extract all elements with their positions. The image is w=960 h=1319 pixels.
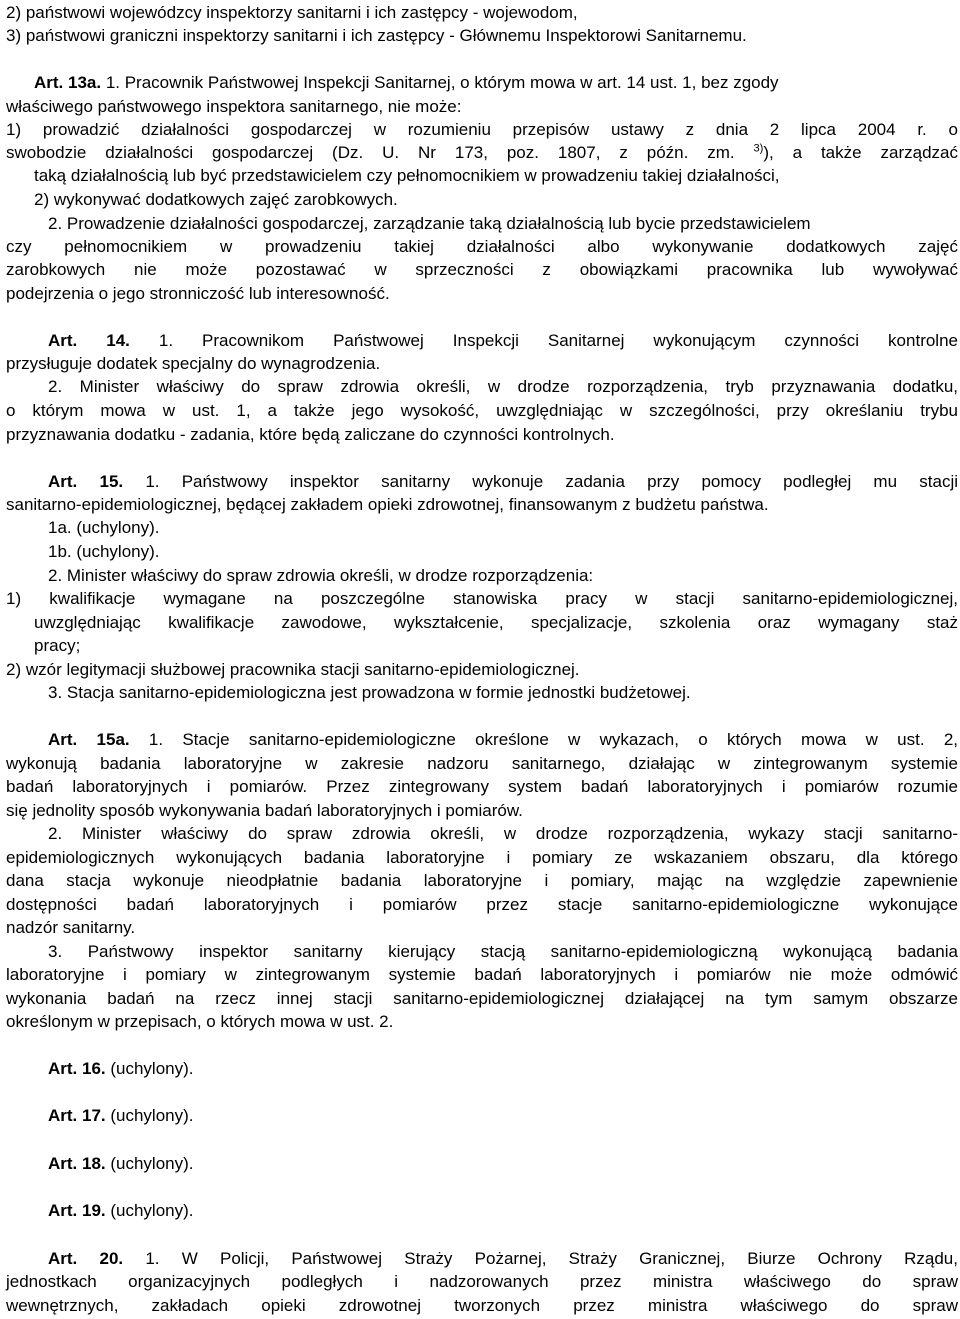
article-number: Art. 18.	[48, 1154, 106, 1173]
text-line: 1) prowadzić działalności gospodarczej w rozumieniu przepisów ustawy z dnia 2 lipca 2004 r. o	[6, 120, 958, 139]
text-line: uwzględniając kwalifikacje zawodowe, wykształcenie, specjalizacje, szkolenia oraz wymagany staż	[34, 613, 958, 632]
text-line: 1. Pracownikom Państwowej Inspekcji Sanitarnej wykonującym czynności kontrolne	[129, 331, 958, 350]
text-line-with-footnote	[6, 141, 958, 164]
text-line: 1) kwalifikacje wymagane na poszczególne stanowiska pracy w stacji sanitarno-epidemiologicznej,	[6, 589, 958, 608]
text-line: 1. Pracownik Państwowej Inspekcji Sanitarnej, o którym mowa w art. 14 ust. 1, bez zgody	[101, 73, 779, 92]
text-line: dana stacja wykonuje nieodpłatnie badania laboratoryjne i pomiary, mając na względzie zapewnienie	[6, 871, 958, 890]
text-line: 1a. (uchylony).	[48, 518, 160, 537]
article-14-heading	[6, 329, 958, 352]
text-line: badań laboratoryjnych i pomiarów. Przez zintegrowany system badań laboratoryjnych i pomiarów rozumie	[6, 777, 958, 796]
article-number: Art. 13a.	[34, 73, 102, 92]
text-line: 2) wykonywać dodatkowych zajęć zarobkowych.	[34, 190, 398, 209]
footnote-ref: 3)	[753, 142, 764, 155]
text-line: nadzór sanitarny.	[6, 918, 136, 937]
text-segment: swobodzie działalności gospodarczej (Dz. U. Nr 173, poz. 1807, z późn. zm.	[6, 143, 735, 162]
text-line: (uchylony).	[105, 1059, 194, 1078]
text-line: 2. Prowadzenie działalności gospodarczej, zarządzanie taką działalnością lub bycie przedstawicielem	[48, 214, 811, 233]
text-line: 2) państwowi wojewódzcy inspektorzy sanitarni i ich zastępcy - wojewodom,	[6, 3, 578, 22]
text-line: wewnętrznych, zakładach opieki zdrowotnej tworzonych przez ministra właściwego do spraw	[6, 1296, 958, 1315]
text-line: pracy;	[34, 636, 81, 655]
text-line: laboratoryjne i pomiary w zintegrowanym systemie badań laboratoryjnych i pomiarów nie może odmówić	[6, 965, 958, 984]
article-number: Art. 19.	[48, 1201, 106, 1220]
article-number: Art. 15a.	[48, 730, 130, 749]
text-line: wykonania badań na rzecz innej stacji sanitarno-epidemiologicznej działającej na tym samym obszarze	[6, 989, 958, 1008]
text-line: się jednolity sposób wykonywania badań laboratoryjnych i pomiarów.	[6, 801, 523, 820]
text-line: właściwego państwowego inspektora sanitarnego, nie może:	[6, 97, 462, 116]
text-line: zarobkowych nie może pozostawać w sprzeczności z obowiązkami pracownika lub wywoływać	[6, 260, 958, 279]
text-line: (uchylony).	[105, 1106, 194, 1125]
article-number: Art. 15.	[48, 472, 124, 491]
article-15a-heading	[6, 728, 958, 751]
article-number: Art. 17.	[48, 1106, 106, 1125]
article-16-heading	[6, 1057, 958, 1080]
article-15-heading	[6, 470, 958, 493]
text-line: (uchylony).	[105, 1154, 194, 1173]
article-19-heading	[6, 1199, 958, 1222]
text-line: 1. Stacje sanitarno-epidemiologiczne określone w wykazach, o których mowa w ust. 2,	[129, 730, 958, 749]
text-line: przysługuje dodatek specjalny do wynagrodzenia.	[6, 354, 381, 373]
article-17-heading	[6, 1104, 958, 1127]
text-line: o którym mowa w ust. 1, a także jego wysokość, uwzględniając w szczególności, przy określaniu trybu	[6, 401, 958, 420]
text-line: 2. Minister właściwy do spraw zdrowia określi, w drodze rozporządzenia:	[48, 566, 594, 585]
text-line: określonym w przepisach, o których mowa w ust. 2.	[6, 1012, 394, 1031]
article-13a-heading	[6, 71, 958, 94]
text-line: sanitarno-epidemiologicznej, będącej zakładem opieki zdrowotnej, finansowanym z budżetu państwa.	[6, 495, 769, 514]
text-line: przyznawania dodatku - zadania, które będą zaliczane do czynności kontrolnych.	[6, 425, 615, 444]
text-line: epidemiologicznych wykonujących badania laboratoryjne i pomiary ze wskazaniem obszaru, dla którego	[6, 848, 958, 867]
article-number: Art. 16.	[48, 1059, 106, 1078]
text-line: 2. Minister właściwy do spraw zdrowia określi, w drodze rozporządzenia, wykazy stacji sanitarno-	[48, 824, 958, 843]
article-20-heading	[6, 1247, 958, 1270]
text-line: taką działalnością lub być przedstawicielem czy pełnomocnikiem w prowadzeniu takiej działalności,	[34, 166, 780, 185]
text-line: 3. Państwowy inspektor sanitarny kierujący stacją sanitarno-epidemiologiczną wykonującą badania	[48, 942, 958, 961]
text-line: 1. W Policji, Państwowej Straży Pożarnej, Straży Granicznej, Biurze Ochrony Rządu,	[123, 1249, 958, 1268]
text-line: jednostkach organizacyjnych podległych i nadzorowanych przez ministra właściwego do spraw	[6, 1272, 958, 1291]
text-line: czy pełnomocnikiem w prowadzeniu takiej działalności albo wykonywanie dodatkowych zajęć	[6, 237, 958, 256]
article-number: Art. 14.	[48, 331, 130, 350]
text-line: 3. Stacja sanitarno-epidemiologiczna jest prowadzona w formie jednostki budżetowej.	[48, 683, 691, 702]
text-line: 1. Państwowy inspektor sanitarny wykonuje zadania przy pomocy podległej mu stacji	[123, 472, 958, 491]
text-line: 2) wzór legitymacji służbowej pracownika stacji sanitarno-epidemiologicznej.	[6, 660, 580, 679]
article-number: Art. 20.	[48, 1249, 124, 1268]
text-segment: ), a także zarządzać	[763, 143, 958, 162]
article-18-heading	[6, 1152, 958, 1175]
text-line: 3) państwowi graniczni inspektorzy sanitarni i ich zastępcy - Głównemu Inspektorowi Sanitarnemu.	[6, 26, 747, 45]
text-line: (uchylony).	[105, 1201, 194, 1220]
text-line: wykonują badania laboratoryjne w zakresie nadzoru sanitarnego, działając w zintegrowanym systemie	[6, 754, 958, 773]
text-line: 1b. (uchylony).	[48, 542, 160, 561]
text-line: podejrzenia o jego stronniczość lub interesowność.	[6, 284, 390, 303]
text-line: 2. Minister właściwy do spraw zdrowia określi, w drodze rozporządzenia, tryb przyznawania dodatku,	[48, 377, 958, 396]
text-line: dostępności badań laboratoryjnych i pomiarów przez stacje sanitarno-epidemiologiczne wykonujące	[6, 895, 958, 914]
